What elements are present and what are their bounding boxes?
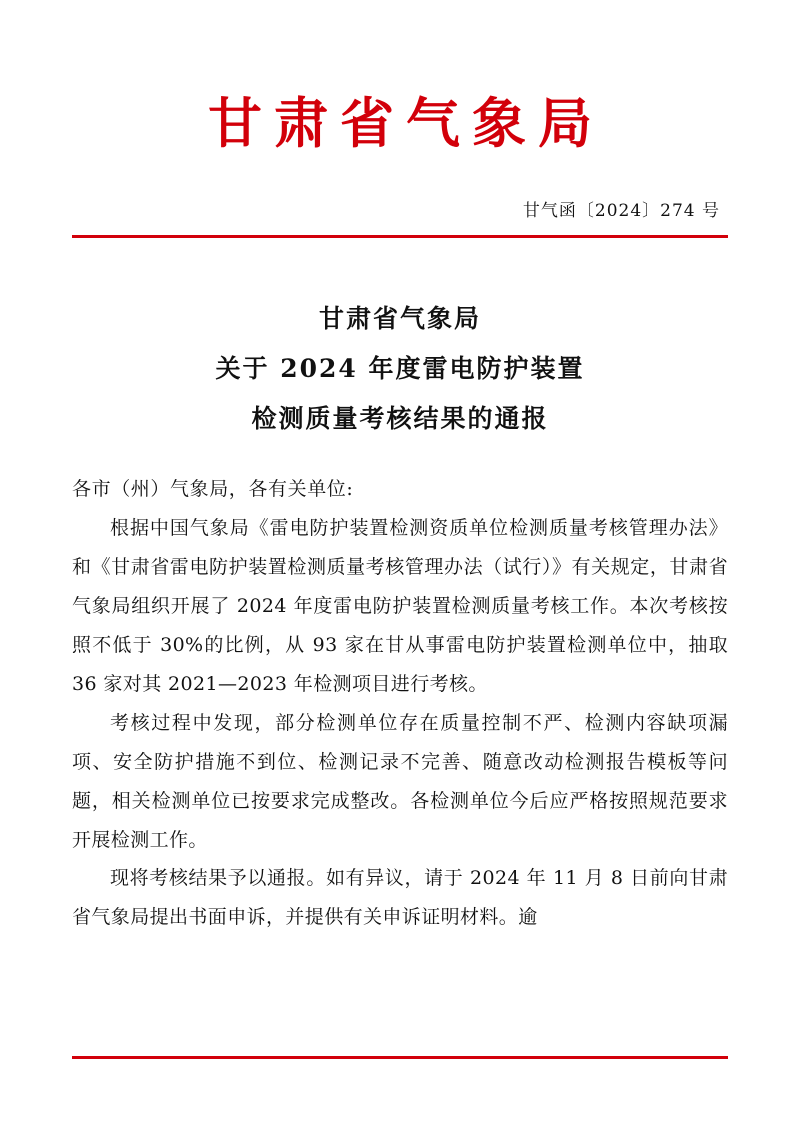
- salutation: 各市（州）气象局，各有关单位:: [72, 478, 354, 501]
- document-number-row: [72, 196, 728, 221]
- document-body: [72, 470, 728, 937]
- letterhead: [72, 0, 728, 154]
- letterhead-title: 甘肃省气象局: [208, 91, 604, 155]
- header-red-divider: [72, 235, 728, 238]
- body-paragraph-2: 考核过程中发现，部分检测单位存在质量控制不严、检测内容缺项漏项、安全防护措施不到位、检测记录不完善、随意改动检测报告模板等问题，相关检测单位已按要求完成整改。各检测单位今后应严格按照规范要求开展检测工作。: [72, 711, 728, 851]
- title-line-1: 甘肃省气象局: [318, 304, 481, 334]
- footer-red-divider: [72, 1056, 728, 1059]
- document-number: 甘气函〔2024〕274 号: [522, 201, 720, 222]
- title-line-2: 关于 2024 年度雷电防护装置: [215, 354, 585, 384]
- title-line-3: 检测质量考核结果的通报: [251, 404, 549, 434]
- body-paragraph-3: 现将考核结果予以通报。如有异议，请于 2024 年 11 月 8 日前向甘肃省气象局提出书面申诉，并提供有关申诉证明材料。逾: [72, 867, 728, 929]
- document-title: [72, 294, 728, 444]
- footer-divider-wrap: [72, 1056, 728, 1059]
- body-paragraph-1: 根据中国气象局《雷电防护装置检测资质单位检测质量考核管理办法》和《甘肃省雷电防护装置检测质量考核管理办法（试行）》有关规定，甘肃省气象局组织开展了 2024 年度雷电防护装置检测质量考核工作。本次考核按照不低于 30%的比例，从 93 家在甘从事雷电防护装置检测单位中，抽取 36 家对其 2021—2023 年检测项目进行考核。: [72, 517, 728, 695]
